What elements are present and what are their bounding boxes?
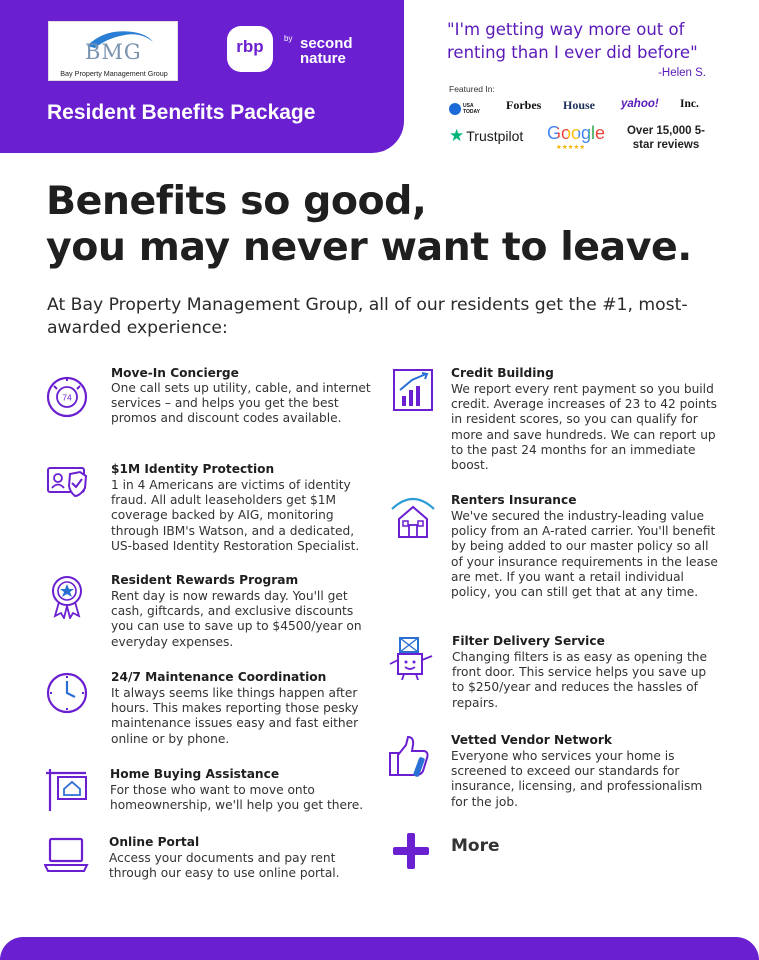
second-nature-logo: second nature bbox=[300, 35, 353, 67]
house-sign-icon bbox=[44, 767, 90, 813]
google-logo bbox=[547, 123, 605, 144]
header-title: Resident Benefits Package bbox=[47, 101, 316, 124]
headline bbox=[46, 178, 692, 270]
svg-text:74: 74 bbox=[62, 392, 72, 403]
benefit-title: Move-In Concierge bbox=[111, 366, 239, 380]
umbrella-house-icon bbox=[390, 493, 436, 539]
bar-chart-icon bbox=[390, 368, 436, 414]
featured-label: Featured In: bbox=[449, 84, 495, 94]
usa-today-dot-icon bbox=[449, 103, 461, 115]
thumbs-up-icon bbox=[386, 733, 432, 779]
reviews-count: Over 15,000 5-star reviews bbox=[626, 125, 705, 151]
benefit-description: Access your documents and pay rent through our easy to use online portal. bbox=[109, 851, 340, 881]
benefit-description: Rent day is now rewards day. You'll get cash, giftcards, and exclusive discounts you can use to save up to $4500/year on everyday expenses. bbox=[111, 589, 362, 649]
inc-logo: Inc. bbox=[680, 98, 699, 110]
five-star-rating-icon: ★★★★★ bbox=[556, 143, 586, 151]
award-ribbon-icon bbox=[44, 573, 90, 619]
trustpilot-text: Trustpilot bbox=[466, 128, 524, 144]
benefit-description: One call sets up utility, cable, and internet services – and helps you get the best promos and discount codes available. bbox=[111, 381, 371, 426]
footer-bar bbox=[0, 937, 759, 960]
benefit-title: $1M Identity Protection bbox=[111, 462, 275, 476]
bmg-logo-name: Bay Property Management Group bbox=[60, 69, 168, 78]
trustpilot-logo bbox=[449, 126, 523, 146]
rbp-logo-text: rbp bbox=[236, 37, 264, 56]
bmg-logo bbox=[48, 21, 178, 81]
benefit-title: Home Buying Assistance bbox=[110, 767, 280, 781]
benefit-title: Filter Delivery Service bbox=[452, 634, 605, 648]
usa-today-logo bbox=[449, 98, 483, 117]
testimonial-author: -Helen S. bbox=[658, 67, 706, 79]
benefit-title: Resident Rewards Program bbox=[111, 573, 299, 587]
usa-today-text: USA TODAY bbox=[463, 102, 480, 115]
yahoo-logo: yahoo! bbox=[621, 98, 659, 110]
headline-line-2: you may never want to leave. bbox=[46, 224, 692, 270]
house-logo: House bbox=[563, 98, 596, 112]
benefit-description: It always seems like things happen after hours. This makes reporting those pesky maintenance issues easy and fast either online or by phone. bbox=[111, 686, 359, 746]
benefit-description: We report every rent payment so you build credit. Average increases of 23 to 42 points in resident scores, so you can qualify for more and save hundreds. We can report up to the past 24 months for an immediate boost. bbox=[451, 382, 718, 473]
rbp-logo bbox=[227, 26, 273, 72]
partner-by: by bbox=[284, 34, 293, 43]
benefit-title: Renters Insurance bbox=[451, 493, 577, 507]
google-text: Google bbox=[547, 123, 606, 143]
benefit-title: Credit Building bbox=[451, 366, 554, 380]
filter-box-icon bbox=[388, 634, 434, 680]
benefit-description: Everyone who services your home is screened to exceed our standards for insurance, licensing, and professionalism for the job. bbox=[451, 749, 703, 809]
id-shield-icon bbox=[44, 462, 90, 508]
plus-icon bbox=[392, 832, 430, 870]
benefit-description: 1 in 4 Americans are victims of identity fraud. All adult leaseholders get $1M coverage backed by AIG, monitoring through IBM's Watson, and a dedicated, US-based Identity Restoration Specialist. bbox=[111, 478, 360, 553]
benefit-description: Changing filters is as easy as opening the front door. This service helps you save up to $250/year and reduces the hassles of repairs. bbox=[452, 650, 707, 710]
clock-icon bbox=[44, 670, 90, 716]
headline-line-1: Benefits so good, bbox=[46, 178, 427, 224]
benefit-description: We've secured the industry-leading value policy from an A-rated carrier. You'll benefit by being added to our master policy so all of your insurance requirements in the lease are met. If you want a retail individual policy, you can still get that at any time. bbox=[451, 509, 718, 600]
gauge-icon bbox=[44, 372, 90, 418]
star-icon: ★ bbox=[449, 126, 465, 145]
benefit-title: 24/7 Maintenance Coordination bbox=[111, 670, 327, 684]
laptop-icon bbox=[44, 835, 90, 881]
forbes-logo: Forbes bbox=[506, 98, 542, 112]
intro-text: At Bay Property Management Group, all of our residents get the #1, most-awarded experience: bbox=[47, 295, 688, 338]
benefit-description: For those who want to move onto homeownership, we'll help you get there. bbox=[110, 783, 364, 813]
benefit-title: Online Portal bbox=[109, 835, 200, 849]
bmg-logo-letters: BMG bbox=[85, 40, 142, 64]
more-label: More bbox=[451, 836, 500, 856]
benefit-title: Vetted Vendor Network bbox=[451, 733, 613, 747]
testimonial-quote: "I'm getting way more out of renting than I ever did before" bbox=[447, 20, 698, 62]
header-panel bbox=[0, 0, 404, 153]
